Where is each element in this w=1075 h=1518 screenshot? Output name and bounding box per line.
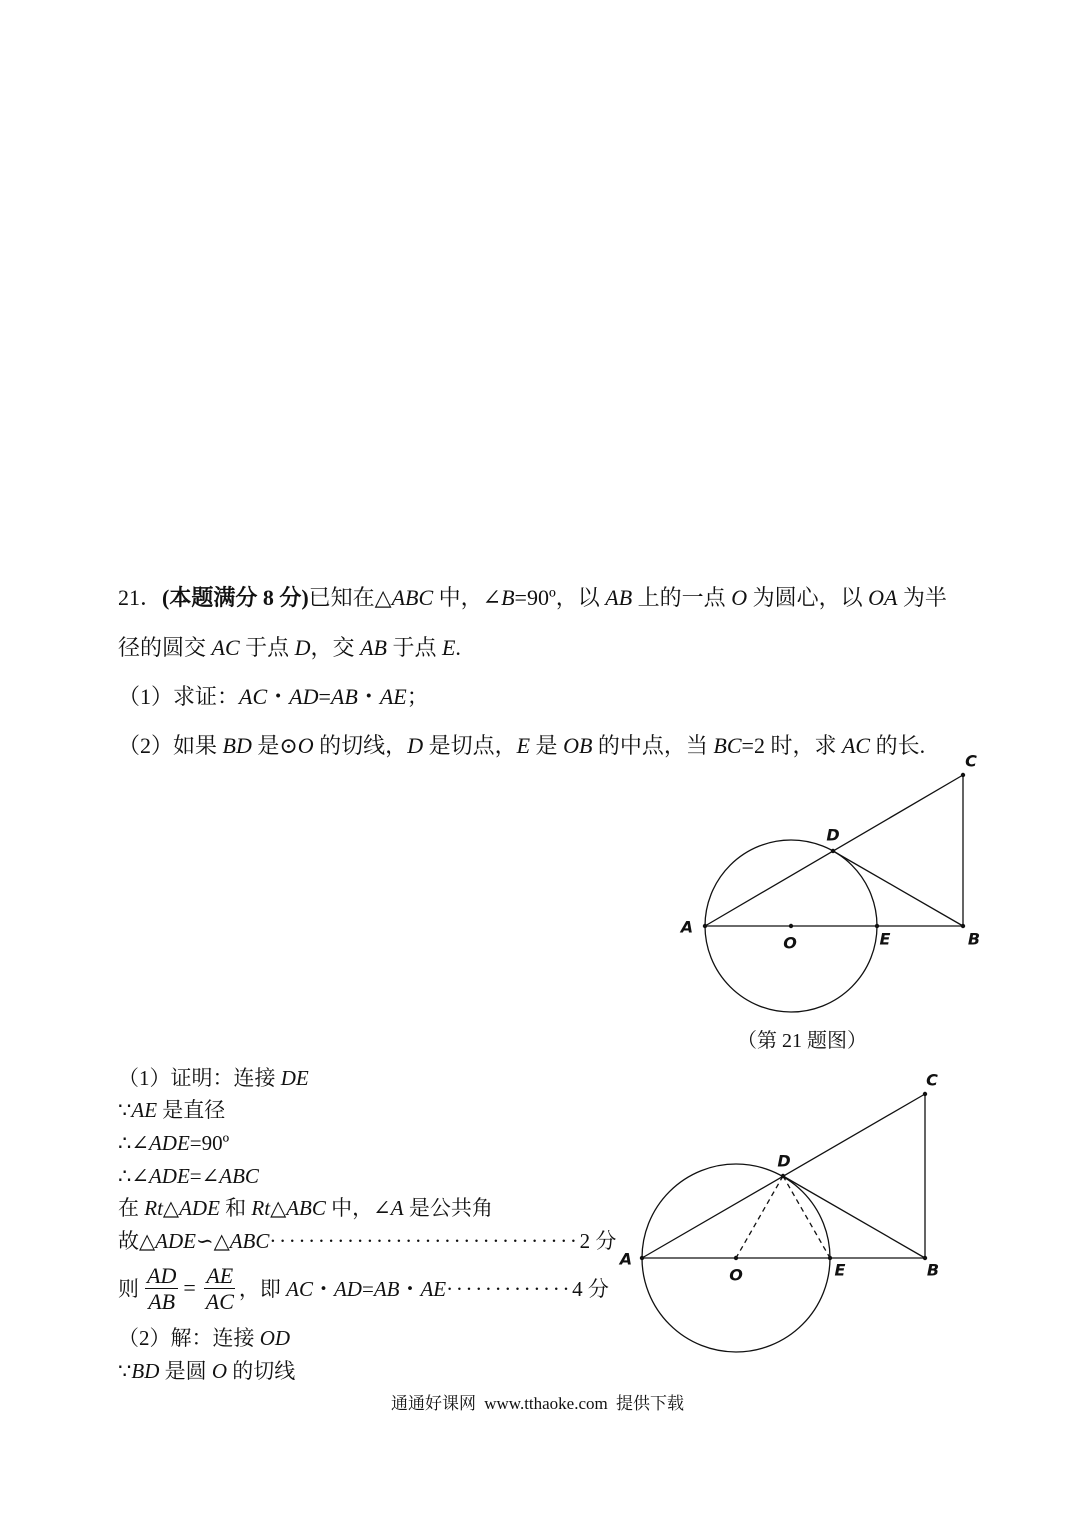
text-segment: 和 [219, 1196, 252, 1220]
text-segment: 是圆 [159, 1359, 212, 1383]
math-variable: AB [605, 585, 633, 610]
math-variable: AE [420, 1277, 447, 1301]
label-o: O [729, 1265, 743, 1285]
math-variable: O [297, 733, 314, 758]
math-variable: ADE [148, 1131, 190, 1155]
page-footer: 通通好课网 www.tthaoke.com 提供下载 [390, 1394, 685, 1413]
label-c: C [926, 1070, 938, 1090]
math-variable: ADE [179, 1196, 220, 1220]
math-variable: BC [713, 733, 742, 758]
fraction-ad-over-ab [145, 1263, 178, 1314]
point-c [961, 773, 965, 777]
text-segment: 是直径 [157, 1098, 226, 1122]
fraction-denominator: AB [148, 1288, 176, 1314]
label-c: C [965, 751, 977, 771]
label-e: E [879, 929, 891, 949]
text-segment: （2）如果 [118, 733, 223, 758]
point-o [734, 1256, 738, 1260]
math-variable: ABC [229, 1229, 270, 1253]
math-variable: AD [333, 1277, 362, 1301]
text-segment: ∵ [118, 1098, 132, 1122]
text-segment: 为半 [897, 585, 947, 610]
math-variable: AC [841, 733, 871, 758]
text-segment: ・ [399, 1277, 421, 1301]
segment-de-dashed [783, 1176, 830, 1258]
dot-leader: ································ [269, 1229, 580, 1253]
text-segment: ； [406, 684, 429, 709]
label-d: D [826, 825, 840, 845]
text-segment: ・ [267, 684, 290, 709]
solution-line-5 [118, 1194, 493, 1222]
question-line-1 [118, 583, 947, 613]
text-segment: ∴∠ [118, 1131, 149, 1155]
fraction-numerator: AD [147, 1262, 177, 1288]
math-variable: AC [286, 1277, 313, 1301]
figure-21 [660, 745, 1020, 1025]
math-variable: D [294, 635, 311, 660]
math-variable: ABC [391, 585, 434, 610]
text-segment: 是切点， [423, 733, 517, 758]
math-variable: AC [239, 684, 268, 709]
point-a [703, 924, 707, 928]
dot-leader: ············· [446, 1277, 573, 1301]
text-segment: =∠ [189, 1164, 220, 1188]
question-part-1 [118, 682, 429, 712]
point-c [923, 1092, 927, 1096]
math-variable: ABC [286, 1196, 326, 1220]
text-segment: = [361, 1277, 374, 1301]
math-variable: BD [222, 733, 252, 758]
text-segment: = [318, 684, 331, 709]
text-segment: 的长. [870, 733, 926, 758]
text-segment: 中，∠ [325, 1196, 391, 1220]
point-a [640, 1256, 644, 1260]
label-e: E [834, 1260, 846, 1280]
text-segment: （2）解：连接 [118, 1326, 260, 1350]
math-variable: ADE [148, 1164, 190, 1188]
text-segment: ・ [357, 684, 380, 709]
ratio-prefix: 则 [118, 1277, 139, 1301]
equals-sign: = [183, 1275, 196, 1300]
math-variable: B [501, 585, 515, 610]
segment-bd [783, 1176, 925, 1258]
math-variable: O [211, 1359, 228, 1383]
text-segment: 中，∠ [433, 585, 502, 610]
solution-line-8 [118, 1324, 290, 1352]
math-variable: AC [211, 635, 240, 660]
math-variable: AB [330, 684, 358, 709]
label-o: O [783, 933, 797, 953]
point-e [875, 924, 879, 928]
text-segment: 已知在△ [308, 585, 392, 610]
solution-line-3 [118, 1129, 229, 1157]
math-variable: O [731, 585, 748, 610]
text-segment: ∴∠ [118, 1164, 149, 1188]
text-segment: 是 [530, 733, 564, 758]
text-segment: 上的一点 [632, 585, 732, 610]
text-segment: （1）求证： [118, 684, 240, 709]
math-variable: E [441, 635, 456, 660]
math-variable: OD [259, 1326, 291, 1350]
question-line-1-text [309, 585, 947, 610]
point-b [961, 924, 965, 928]
text-segment: =90º [189, 1131, 230, 1155]
segment-do-dashed [736, 1176, 783, 1258]
point-e [828, 1256, 832, 1260]
text-segment: =90º，以 [514, 585, 606, 610]
math-variable: DE [280, 1066, 309, 1090]
solution-line-2 [118, 1096, 225, 1124]
math-variable: AB [360, 635, 387, 660]
math-variable: AE [379, 684, 407, 709]
text-segment: 故△ [118, 1229, 156, 1253]
text-segment: 4 分 [572, 1277, 609, 1301]
solution-line-1 [118, 1064, 309, 1092]
text-segment: （1）证明：连接 [118, 1066, 281, 1090]
segment-bd [833, 851, 963, 926]
text-segment: 在 [118, 1196, 145, 1220]
label-a: A [680, 917, 694, 937]
text-segment: 的切线， [313, 733, 408, 758]
math-variable: Rt [251, 1196, 271, 1220]
label-b: B [967, 929, 981, 949]
text-segment: . [455, 635, 461, 660]
fraction-ae-over-ac [204, 1263, 236, 1314]
question-number: 21． [118, 585, 163, 610]
solution-line-4 [118, 1162, 259, 1190]
text-segment: 为圆心，以 [747, 585, 869, 610]
text-segment: 的切线 [227, 1359, 296, 1383]
math-variable: Rt [144, 1196, 163, 1220]
math-variable: E [516, 733, 531, 758]
math-variable: AE [131, 1098, 158, 1122]
math-variable: OA [868, 585, 898, 610]
point-d [781, 1174, 785, 1178]
text-segment: 于点 [386, 635, 442, 660]
math-variable: D [407, 733, 424, 758]
question-line-2 [118, 633, 461, 663]
math-variable: AB [373, 1277, 400, 1301]
text-segment: ・ [312, 1277, 334, 1301]
fraction-denominator: AC [205, 1288, 234, 1314]
text-segment: 的中点，当 [592, 733, 714, 758]
math-variable: AD [289, 684, 319, 709]
label-a: A [619, 1249, 633, 1269]
text-segment: ∵ [118, 1359, 132, 1383]
math-variable: OB [563, 733, 593, 758]
label-d: D [777, 1151, 791, 1171]
text-segment: 2 分 [579, 1229, 617, 1253]
text-segment: ∽△ [195, 1229, 230, 1253]
label-b: B [926, 1260, 940, 1280]
math-variable: BD [131, 1359, 160, 1383]
figure-caption: （第 21 题图） [737, 1030, 867, 1052]
math-variable: ADE [155, 1229, 196, 1253]
math-variable: A [390, 1196, 404, 1220]
solution-figure [600, 1065, 1000, 1365]
text-segment: ，交 [310, 635, 361, 660]
fraction-numerator: AE [206, 1262, 234, 1288]
solution-line-9 [118, 1357, 295, 1385]
text-segment: ，即 [238, 1277, 287, 1301]
text-segment: △ [270, 1196, 287, 1220]
text-segment: 径的圆交 [118, 635, 212, 660]
text-segment: 于点 [239, 635, 295, 660]
text-segment: 是公共角 [403, 1196, 493, 1220]
text-segment: △ [162, 1196, 180, 1220]
solution-line-6 [118, 1227, 616, 1255]
point-d [831, 849, 835, 853]
question-score: (本题满分 8 分) [162, 585, 309, 610]
solution-ratio-line [118, 1261, 609, 1315]
point-o [789, 924, 793, 928]
text-segment: =2 时，求 [741, 733, 842, 758]
ratio-line-rest [239, 1273, 609, 1303]
math-variable: ABC [219, 1164, 259, 1188]
text-segment: 是⊙ [251, 733, 298, 758]
